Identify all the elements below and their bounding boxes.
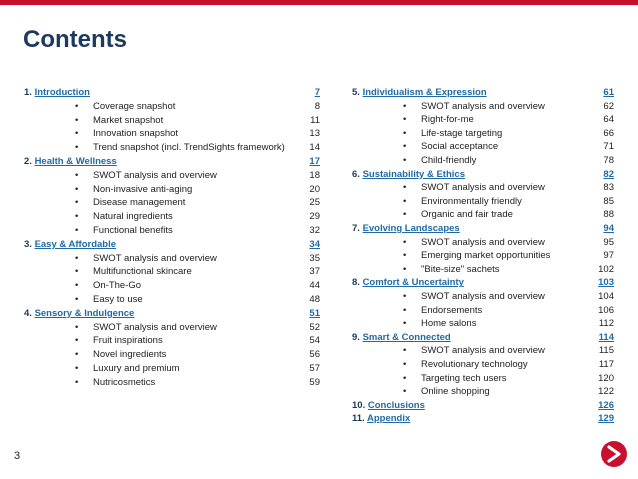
- toc-subitem: [75, 183, 192, 197]
- slide-number: 3: [14, 450, 21, 462]
- toc-section-number: 10.: [352, 399, 368, 411]
- toc-page-number: 64: [603, 114, 614, 126]
- toc-subitem-label: • Market snapshot: [75, 115, 163, 126]
- toc-page-number: 57: [309, 363, 320, 374]
- toc-section-number: 3.: [24, 238, 35, 250]
- toc-subitem: [403, 304, 482, 318]
- toc-page-number[interactable]: 61: [603, 87, 614, 98]
- toc-subitem-label: • Online shopping: [403, 386, 490, 397]
- toc-page-number: 62: [603, 100, 614, 112]
- toc-section[interactable]: [352, 168, 465, 182]
- toc-subitem-label: • Fruit inspirations: [75, 335, 163, 346]
- toc-subitem-label: • SWOT analysis and overview: [75, 253, 217, 264]
- toc-subitem-label: • Coverage snapshot: [75, 101, 175, 112]
- toc-subitem: [403, 113, 474, 127]
- toc-page-number: 18: [309, 169, 320, 181]
- toc-subitem: [75, 252, 217, 266]
- toc-subitem: [75, 321, 217, 335]
- toc-left-column: [24, 86, 324, 396]
- toc-subitem-label: • SWOT analysis and overview: [75, 170, 217, 181]
- toc-page-number: 44: [309, 280, 320, 292]
- toc-subitem: [403, 372, 507, 386]
- toc-page-number: 112: [598, 318, 614, 330]
- toc-subitem-label: • Natural ingredients: [75, 211, 173, 222]
- toc-section-link[interactable]: Introduction: [34, 87, 90, 98]
- toc-subitem-label: • Nutricosmetics: [75, 377, 155, 388]
- toc-subitem: [403, 236, 545, 250]
- toc-subitem: [403, 385, 490, 399]
- toc-page-number[interactable]: 34: [309, 238, 320, 250]
- toc-page-number: 106: [598, 304, 614, 316]
- toc-page-number: 117: [598, 359, 614, 370]
- toc-subitem: [75, 293, 143, 307]
- toc-section-link[interactable]: Conclusions: [367, 399, 425, 411]
- toc-subitem: [75, 141, 285, 155]
- toc-subitem: [403, 317, 476, 331]
- toc-subitem: [403, 290, 545, 304]
- toc-section-number: 2.: [24, 156, 35, 167]
- toc-subitem-label: • Luxury and premium: [75, 363, 180, 374]
- toc-subitem: [403, 181, 545, 195]
- toc-page-number: 122: [598, 386, 614, 398]
- toc-section-link[interactable]: Evolving Landscapes: [362, 223, 460, 234]
- toc-page-number: 48: [309, 294, 320, 305]
- toc-section-link[interactable]: Easy & Affordable: [34, 238, 117, 250]
- toc-subitem: [403, 208, 513, 222]
- toc-subitem-label: • Functional benefits: [75, 225, 173, 236]
- toc-page-number: 120: [598, 372, 614, 384]
- toc-section-number: 4.: [24, 307, 35, 319]
- toc-subitem: [403, 140, 498, 154]
- toc-page-number: 66: [603, 127, 614, 139]
- toc-subitem: [403, 344, 545, 358]
- toc-page-number: 35: [309, 252, 320, 264]
- toc-section[interactable]: [352, 86, 487, 100]
- toc-subitem-label: • Child-friendly: [403, 155, 476, 166]
- toc-section[interactable]: [24, 155, 117, 169]
- toc-subitem-label: • SWOT analysis and overview: [403, 101, 545, 112]
- toc-subitem-label: • Easy to use: [75, 294, 143, 305]
- toc-section-link[interactable]: Appendix: [366, 413, 411, 425]
- toc-page-number: 56: [309, 349, 320, 361]
- toc-subitem: [75, 210, 173, 224]
- toc-section[interactable]: [352, 222, 460, 236]
- toc-page-number: 88: [603, 209, 614, 221]
- toc-section-number: 5.: [352, 87, 363, 98]
- toc-page-number[interactable]: 94: [603, 223, 614, 234]
- toc-page-number: 104: [598, 291, 614, 302]
- toc-section-link[interactable]: Health & Wellness: [34, 156, 117, 167]
- toc-subitem-label: • Organic and fair trade: [403, 209, 513, 220]
- toc-section[interactable]: [352, 412, 410, 426]
- toc-subitem: [75, 348, 166, 362]
- toc-subitem: [75, 334, 163, 348]
- brand-logo-icon: [600, 440, 628, 468]
- toc-subitem: [75, 100, 175, 114]
- toc-subitem: [403, 127, 502, 141]
- toc-subitem-label: • Environmentally friendly: [403, 196, 522, 207]
- toc-page-number[interactable]: 51: [309, 307, 320, 319]
- toc-page-number: 115: [598, 345, 614, 357]
- page-title: Contents: [23, 26, 127, 53]
- toc-subitem-label: • SWOT analysis and overview: [403, 237, 545, 248]
- toc-section-link[interactable]: Sustainability & Ethics: [362, 168, 465, 180]
- toc-subitem-label: • SWOT analysis and overview: [403, 345, 545, 356]
- toc-page-number: 14: [309, 142, 320, 154]
- toc-subitem-label: • Innovation snapshot: [75, 128, 178, 139]
- toc-page-number: 102: [598, 263, 614, 275]
- toc-page-number[interactable]: 114: [598, 331, 614, 343]
- toc-subitem-label: • Novel ingredients: [75, 349, 166, 360]
- toc-subitem: [403, 154, 476, 168]
- toc-section[interactable]: [24, 86, 90, 100]
- toc-page-number: 95: [603, 236, 614, 248]
- toc-subitem: [75, 224, 173, 238]
- toc-section-number: 6.: [352, 168, 363, 180]
- toc-subitem-label: • SWOT analysis and overview: [403, 291, 545, 302]
- toc-subitem-label: • Right-for-me: [403, 114, 474, 125]
- toc-page-number: 78: [603, 155, 614, 166]
- toc-page-number: 52: [309, 321, 320, 333]
- toc-subitem-label: • Trend snapshot (incl. TrendSights framework): [75, 142, 285, 153]
- toc-page-number[interactable]: 129: [598, 413, 614, 425]
- toc-subitem-label: • Life-stage targeting: [403, 128, 502, 139]
- toc-section[interactable]: [352, 399, 425, 413]
- toc-page-number: 85: [603, 195, 614, 207]
- toc-page-number: 25: [309, 197, 320, 209]
- toc-subitem: [75, 362, 180, 376]
- toc-page-number[interactable]: 17: [309, 156, 320, 167]
- toc-page-number: 13: [309, 128, 320, 140]
- toc-subitem-label: • Social acceptance: [403, 141, 498, 152]
- toc-subitem: [403, 195, 522, 209]
- toc-subitem-label: • "Bite-size" sachets: [403, 264, 500, 275]
- toc-subitem-label: • Non-invasive anti-aging: [75, 184, 192, 195]
- toc-page-number: 97: [603, 250, 614, 262]
- toc-page-number: 37: [309, 266, 320, 278]
- toc-subitem-label: • Endorsements: [403, 305, 482, 316]
- toc-page-number: 59: [309, 376, 320, 388]
- toc-page-number: 32: [309, 225, 320, 236]
- toc-page-number: 54: [309, 335, 320, 347]
- toc-subitem: [75, 114, 163, 128]
- toc-subitem-label: • Targeting tech users: [403, 373, 507, 384]
- toc-subitem: [403, 263, 500, 277]
- toc-section-link[interactable]: Sensory & Indulgence: [34, 307, 135, 319]
- toc-section-number: 9.: [352, 331, 363, 343]
- toc-subitem: [75, 169, 217, 183]
- toc-subitem: [75, 265, 192, 279]
- toc-section-number: 7.: [352, 223, 363, 234]
- top-accent-bar: [0, 0, 638, 5]
- toc-page-number[interactable]: 103: [598, 277, 614, 289]
- toc-right-column: [352, 86, 614, 436]
- toc-subitem-label: • Home salons: [403, 318, 476, 329]
- toc-section[interactable]: [352, 276, 464, 290]
- toc-subitem-label: • Disease management: [75, 197, 185, 208]
- toc-page-number: 8: [314, 100, 320, 112]
- toc-page-number[interactable]: 7: [314, 87, 320, 98]
- toc-subitem-label: • Multifunctional skincare: [75, 266, 192, 277]
- toc-subitem: [75, 279, 141, 293]
- toc-section-link[interactable]: Smart & Connected: [362, 331, 451, 343]
- toc-subitem-label: • SWOT analysis and overview: [75, 322, 217, 333]
- toc-section-link[interactable]: Individualism & Expression: [362, 87, 487, 98]
- toc-subitem-label: • On-The-Go: [75, 280, 141, 291]
- toc-subitem-label: • Revolutionary technology: [403, 359, 528, 370]
- toc-subitem: [75, 196, 185, 210]
- toc-page-number: 11: [310, 114, 320, 126]
- toc-subitem: [75, 127, 178, 141]
- toc-section-link[interactable]: Comfort & Uncertainty: [362, 277, 464, 289]
- toc-subitem: [403, 100, 545, 114]
- toc-subitem: [403, 358, 528, 372]
- toc-subitem-label: • SWOT analysis and overview: [403, 182, 545, 193]
- toc-subitem-label: • Emerging market opportunities: [403, 250, 550, 261]
- toc-section[interactable]: [24, 238, 116, 252]
- toc-section-number: 11.: [352, 413, 367, 425]
- toc-page-number: 29: [309, 211, 320, 223]
- toc-page-number: 20: [309, 183, 320, 195]
- toc-page-number: 71: [603, 141, 614, 153]
- toc-page-number: 83: [603, 182, 614, 194]
- toc-section-number: 8.: [352, 277, 363, 289]
- toc-subitem: [75, 376, 155, 390]
- toc-section-number: 1.: [24, 87, 35, 98]
- toc-page-number[interactable]: 126: [598, 399, 614, 411]
- toc-subitem: [403, 249, 550, 263]
- toc-section[interactable]: [24, 307, 134, 321]
- toc-page-number[interactable]: 82: [603, 168, 614, 180]
- toc-section[interactable]: [352, 331, 451, 345]
